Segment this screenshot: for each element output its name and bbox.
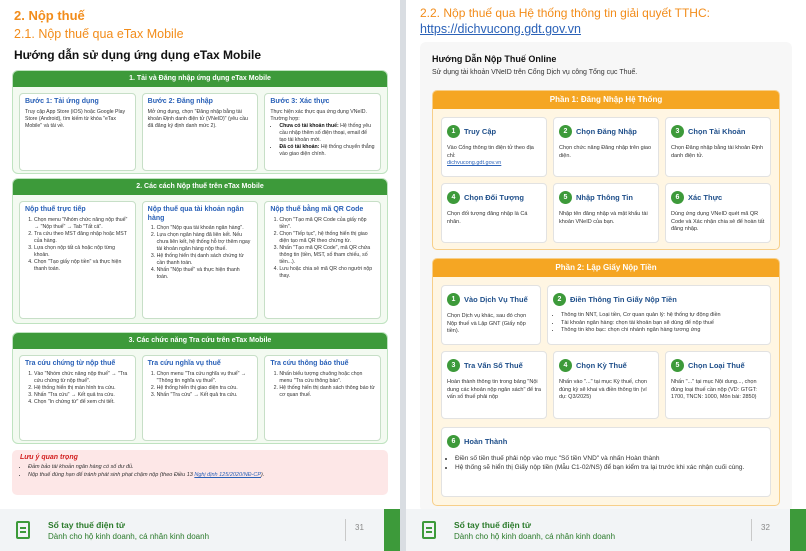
list-item: 2. Hệ thống hiển thị danh sách thông báo từ cơ quan thuế. — [279, 385, 375, 399]
phase-title: Phần 2: Lập Giấy Nộp Tiền — [433, 259, 779, 277]
list-item: 3. Nhấn "Tạo mã QR Code", mã QR chứa thông tin (tiền, MST, số tham chiếu, số tiền...). — [279, 245, 375, 266]
step-card — [665, 183, 771, 243]
step-number: 1 — [447, 293, 460, 306]
step-number: 5 — [671, 359, 684, 372]
step-title: Chọn Loại Thuế — [688, 361, 745, 371]
card-step-1 — [19, 93, 136, 171]
step-card — [441, 427, 771, 497]
step-number: 6 — [671, 191, 684, 204]
panel-title: Hướng Dẫn Nộp Thuế Online — [432, 54, 557, 64]
footer-title: Sổ tay thuế điện tử — [48, 520, 125, 530]
step-title: Điền Thông Tin Giấy Nộp Tiền — [570, 295, 677, 305]
list-item: 1. Nhấn biểu tượng chuông hoặc chọn menu "Tra cứu thông báo". — [279, 371, 375, 385]
card-text: Mở ứng dụng, chọn "Đăng nhập bằng tài khoản Định danh điện tử (VNeID)" (yêu cầu đã đăng ký định danh mức 2). — [147, 108, 248, 129]
step-title: Tra Vấn Số Thuế — [464, 361, 523, 371]
step-card — [553, 117, 659, 177]
list-item: 3. Lựa chọn nộp tất cả hoặc nộp từng khoản. — [34, 245, 130, 259]
phase-payment-slip — [432, 258, 780, 506]
step-text: Vào Cổng thông tin điện tử theo địa chỉ: — [447, 145, 534, 159]
decree-link[interactable]: Nghị định 125/2020/NĐ-CP — [194, 472, 261, 478]
heading-etax: 2.1. Nộp thuế qua eTax Mobile — [14, 27, 184, 41]
step-card — [441, 351, 547, 419]
heading-tthc: 2.2. Nộp thuế qua Hệ thống thông tin giải quyết TTHC: — [420, 6, 710, 20]
footer — [406, 509, 806, 551]
step-card — [553, 183, 659, 243]
step-text: Chọn đối tượng đăng nhập là Cá nhân. — [447, 211, 528, 225]
step-title: Nhập Thông Tin — [576, 193, 633, 203]
step-title: Vào Dịch Vụ Thuế — [464, 295, 528, 305]
phase-title: Phần 1: Đăng Nhập Hệ Thống — [433, 91, 779, 109]
step-number: 6 — [447, 435, 460, 448]
list-item: 3. Nhấn "Tra cứu" → Kết quả tra cứu. — [34, 392, 130, 399]
step-number: 4 — [559, 359, 572, 372]
important-note — [12, 450, 388, 495]
page-number: 32 — [761, 523, 770, 532]
step-card — [665, 351, 771, 419]
step-number: 3 — [447, 359, 460, 372]
step-number: 3 — [671, 125, 684, 138]
step-number: 2 — [559, 125, 572, 138]
list-item: 4. Lưu hoặc chia sẻ mã QR cho người nộp thay. — [279, 266, 375, 280]
step-card — [441, 183, 547, 243]
card-title: Bước 2: Đăng nhập — [147, 98, 213, 105]
footer-title: Sổ tay thuế điện tử — [454, 520, 531, 530]
list-item: • Thông tin kho bạc: chọn chi nhánh ngân hàng tương ứng — [561, 327, 765, 335]
card-title: Nộp thuế qua tài khoản ngân hàng — [147, 206, 244, 222]
list-item: • Tài khoản ngân hàng: chọn tài khoản bạn sẽ dùng để nộp thuế — [561, 320, 765, 328]
divider — [751, 519, 752, 541]
list-item: • Thông tin NNT, Loại tiền, Cơ quan quản lý: hệ thống tự động điền — [561, 312, 765, 320]
footer-accent-bar — [384, 509, 400, 551]
portal-link[interactable]: dichvucong.gdt.gov.vn — [447, 160, 502, 166]
step-card — [441, 285, 541, 345]
card-title: Nộp thuế bằng mã QR Code — [270, 206, 364, 213]
page-number: 31 — [355, 523, 364, 532]
step-title: Xác Thực — [688, 193, 723, 203]
section-lookup — [12, 332, 388, 444]
list-item: • Hệ thống sẽ hiển thị Giấy nộp tiền (Mẫu C1-02/NS) để bạn kiểm tra lại trước khi xác nhận cuối cùng. — [455, 463, 765, 472]
card-title: Tra cứu nghĩa vụ thuế — [147, 360, 221, 367]
list-item: 2. Hệ thống hiển thị màn hình tra cứu. — [34, 385, 130, 392]
card-title: Bước 3: Xác thực — [270, 98, 330, 105]
list-item: 2. Chọn "Tiếp tục", hệ thống hiển thị giao diện tạo mã QR theo chứng từ. — [279, 231, 375, 245]
step-number: 4 — [447, 191, 460, 204]
card-bank-payment — [142, 201, 259, 319]
footer — [0, 509, 400, 551]
list-item: 1. Vào "Nhóm chức năng nộp thuế" → "Tra cứu chứng từ nộp thuế". — [34, 371, 130, 385]
section-title: 3. Các chức năng Tra cứu trên eTax Mobile — [13, 333, 387, 349]
step-card — [441, 117, 547, 177]
step-number: 1 — [447, 125, 460, 138]
card-lookup-notices — [264, 355, 381, 441]
card-title: Nộp thuế trực tiếp — [25, 206, 86, 213]
step-text: Chọn Dịch vụ khác, sau đó chọn Nộp thuế và Lập GNT (Giấy nộp tiền). — [447, 313, 527, 334]
step-text: Nhấn "..." tại mục Nội dung..., chọn đúng loại thuế cần nộp (VD: GTGT: 1700, TNCN: 1000, Môn bài: 2850) — [671, 379, 757, 400]
list-item: • Chưa có tài khoản thuế: Hệ thống yêu cầu nhập thêm số điện thoại, email để tạo tài khoản mới. — [279, 123, 375, 144]
card-text: Truy cập App Store (iOS) hoặc Google Play Store (Android), tìm kiếm từ khóa "eTax Mobile" và tải về. — [25, 108, 126, 129]
list-item: 4. Chọn "Tạo giấy nộp tiền" và thực hiện thanh toán. — [34, 259, 130, 273]
list-item: 3. Nhấn "Tra cứu" → Kết quả tra cứu. — [157, 392, 253, 399]
list-item: 1. Chọn menu "Tra cứu nghĩa vụ thuế" → "Thông tin nghĩa vụ thuế". — [157, 371, 253, 385]
guide-panel — [420, 42, 792, 512]
card-qr-payment — [264, 201, 381, 319]
step-number: 2 — [553, 293, 566, 306]
page-32 — [406, 0, 806, 551]
panel-subtitle: Sử dụng tài khoản VNeID trên Cổng Dịch vụ công Tổng cục Thuế. — [432, 69, 638, 76]
note-title: Lưu ý quan trọng — [20, 454, 78, 461]
list-item: • Nộp thuế đúng hạn để tránh phát sinh phạt chậm nộp (theo Điều 13 Nghị định 125/2020/NĐ-CP). — [28, 471, 380, 479]
card-title: Tra cứu thông báo thuế — [270, 360, 349, 367]
card-step-2 — [142, 93, 259, 171]
section-payment-methods — [12, 178, 388, 324]
list-item: 4. Nhấn "Nộp thuế" và thực hiện thanh toán. — [157, 267, 253, 281]
list-item: • Đảm bảo tài khoản ngân hàng có số dư đủ. — [28, 463, 380, 471]
list-item: 1. Chọn "Nộp qua tài khoản ngân hàng". — [157, 225, 253, 232]
step-text: Nhấn vào "..." tại mục Kỳ thuế, chọn đúng kỳ sẽ khai và điền thông tin (ví dụ: Q3/2025) — [559, 379, 647, 400]
divider — [345, 519, 346, 541]
step-text: Hoàn thành thông tin trong bảng "Nội dung các khoản nộp ngân sách" để tra vấn số thuế phải nộp — [447, 379, 541, 400]
section-title: 1. Tải và Đăng nhập ứng dụng eTax Mobile — [13, 71, 387, 87]
list-item: • Điền số tiền thuế phải nộp vào mục "Số tiền VND" và nhấn Hoàn thành — [455, 454, 765, 463]
list-item: • Đã có tài khoản: Hệ thống chuyển thẳng vào giao diện chính. — [279, 144, 375, 158]
step-text: Chọn chức năng Đăng nhập trên giao diện. — [559, 145, 652, 159]
list-item: 3. Hệ thống hiển thị danh sách chứng từ cần thanh toán. — [157, 253, 253, 267]
card-direct-payment — [19, 201, 136, 319]
list-item: 1. Chọn "Tạo mã QR Code của giấy nộp tiền". — [279, 217, 375, 231]
dichvucong-link[interactable]: https://dichvucong.gdt.gov.vn — [420, 22, 581, 36]
page-31 — [0, 0, 400, 551]
footer-subtitle: Dành cho hộ kinh doanh, cá nhân kinh doanh — [454, 532, 616, 541]
step-title: Chọn Đăng Nhập — [576, 127, 637, 137]
section-title: 2. Các cách Nộp thuế trên eTax Mobile — [13, 179, 387, 195]
heading-nop-thue: 2. Nộp thuế — [14, 8, 85, 23]
step-title: Chọn Kỳ Thuế — [576, 361, 627, 371]
step-text: Nhập tên đăng nhập và mật khẩu tài khoản VNeID của bạn. — [559, 211, 648, 225]
card-title: Tra cứu chứng từ nộp thuế — [25, 360, 116, 367]
step-title: Hoàn Thành — [464, 437, 508, 447]
step-title: Truy Cập — [464, 127, 497, 137]
list-item: 1. Chọn menu "Nhóm chức năng nộp thuế" → "Nộp thuế" → Tab "Tất cả". — [34, 217, 130, 231]
step-text: Chọn Đăng nhập bằng tài khoản Định danh điện tử. — [671, 145, 764, 159]
card-lookup-obligations — [142, 355, 259, 441]
section-download-login — [12, 70, 388, 174]
footer-accent-bar — [790, 509, 806, 551]
step-card — [553, 351, 659, 419]
step-text: Dùng ứng dụng VNeID quét mã QR Code và Xác nhận chia sẻ để hoàn tất đăng nhập. — [671, 211, 765, 232]
step-card — [665, 117, 771, 177]
footer-subtitle: Dành cho hộ kinh doanh, cá nhân kinh doanh — [48, 532, 210, 541]
step-title: Chọn Đối Tượng — [464, 193, 524, 203]
step-card — [547, 285, 771, 345]
list-item: 2. Lựa chọn ngân hàng đã liên kết. Nếu chưa liên kết, hệ thống hỗ trợ thêm ngay tài khoản ngân hàng nộp thuế. — [157, 232, 253, 253]
handbook-icon — [16, 521, 30, 539]
list-item: 2. Tra cứu theo MST đăng nhập hoặc MST của hàng. — [34, 231, 130, 245]
heading-guide: Hướng dẫn sử dụng ứng dụng eTax Mobile — [14, 48, 262, 62]
card-title: Bước 1: Tải ứng dụng — [25, 98, 99, 105]
card-text: Thực hiện xác thực qua ứng dụng VNeID. Trường hợp: — [270, 108, 367, 122]
step-number: 5 — [559, 191, 572, 204]
list-item: 4. Chọn "In chứng từ" để xem chi tiết. — [34, 399, 130, 406]
list-item: 2. Hệ thống hiển thị giao diện tra cứu. — [157, 385, 253, 392]
card-lookup-receipts — [19, 355, 136, 441]
step-title: Chọn Tài Khoản — [688, 127, 746, 137]
phase-login — [432, 90, 780, 250]
card-step-3 — [264, 93, 381, 171]
handbook-icon — [422, 521, 436, 539]
